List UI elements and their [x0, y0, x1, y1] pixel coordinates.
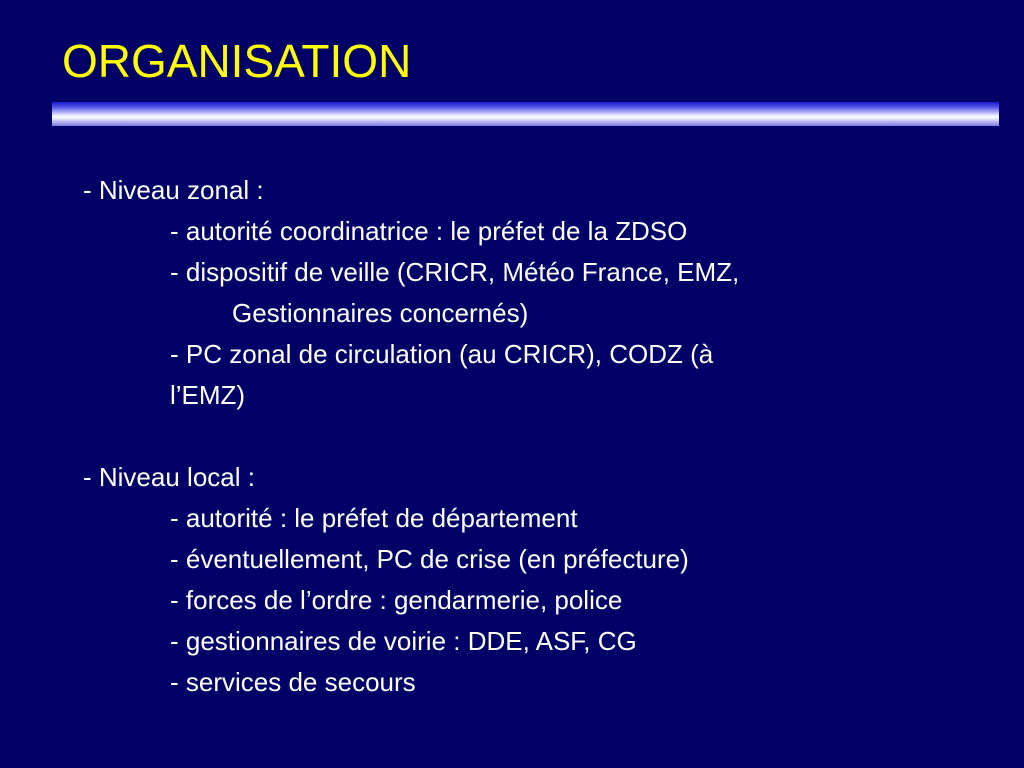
bullet-local-police: - forces de l’ordre : gendarmerie, police: [170, 585, 623, 615]
bullet-zonal-authority: - autorité coordinatrice : le préfet de la ZDSO: [170, 216, 688, 246]
bullet-local-rescue: - services de secours: [170, 667, 416, 697]
bullet-zonal-watch-continued: Gestionnaires concernés): [232, 298, 529, 328]
slide-title: ORGANISATION: [62, 35, 412, 87]
bullet-zonal-watch: - dispositif de veille (CRICR, Météo France, EMZ,: [170, 257, 740, 287]
bullet-local-crisis-pc: - éventuellement, PC de crise (en préfecture): [170, 544, 689, 574]
section-heading-zonal: - Niveau zonal :: [83, 175, 264, 205]
bullet-local-road-managers: - gestionnaires de voirie : DDE, ASF, CG: [170, 626, 637, 656]
bullet-zonal-pc: - PC zonal de circulation (au CRICR), CODZ (à: [170, 339, 714, 369]
section-heading-local: - Niveau local :: [83, 462, 255, 492]
bullet-zonal-pc-continued: l’EMZ): [170, 380, 246, 410]
bullet-local-authority: - autorité : le préfet de département: [170, 503, 578, 533]
